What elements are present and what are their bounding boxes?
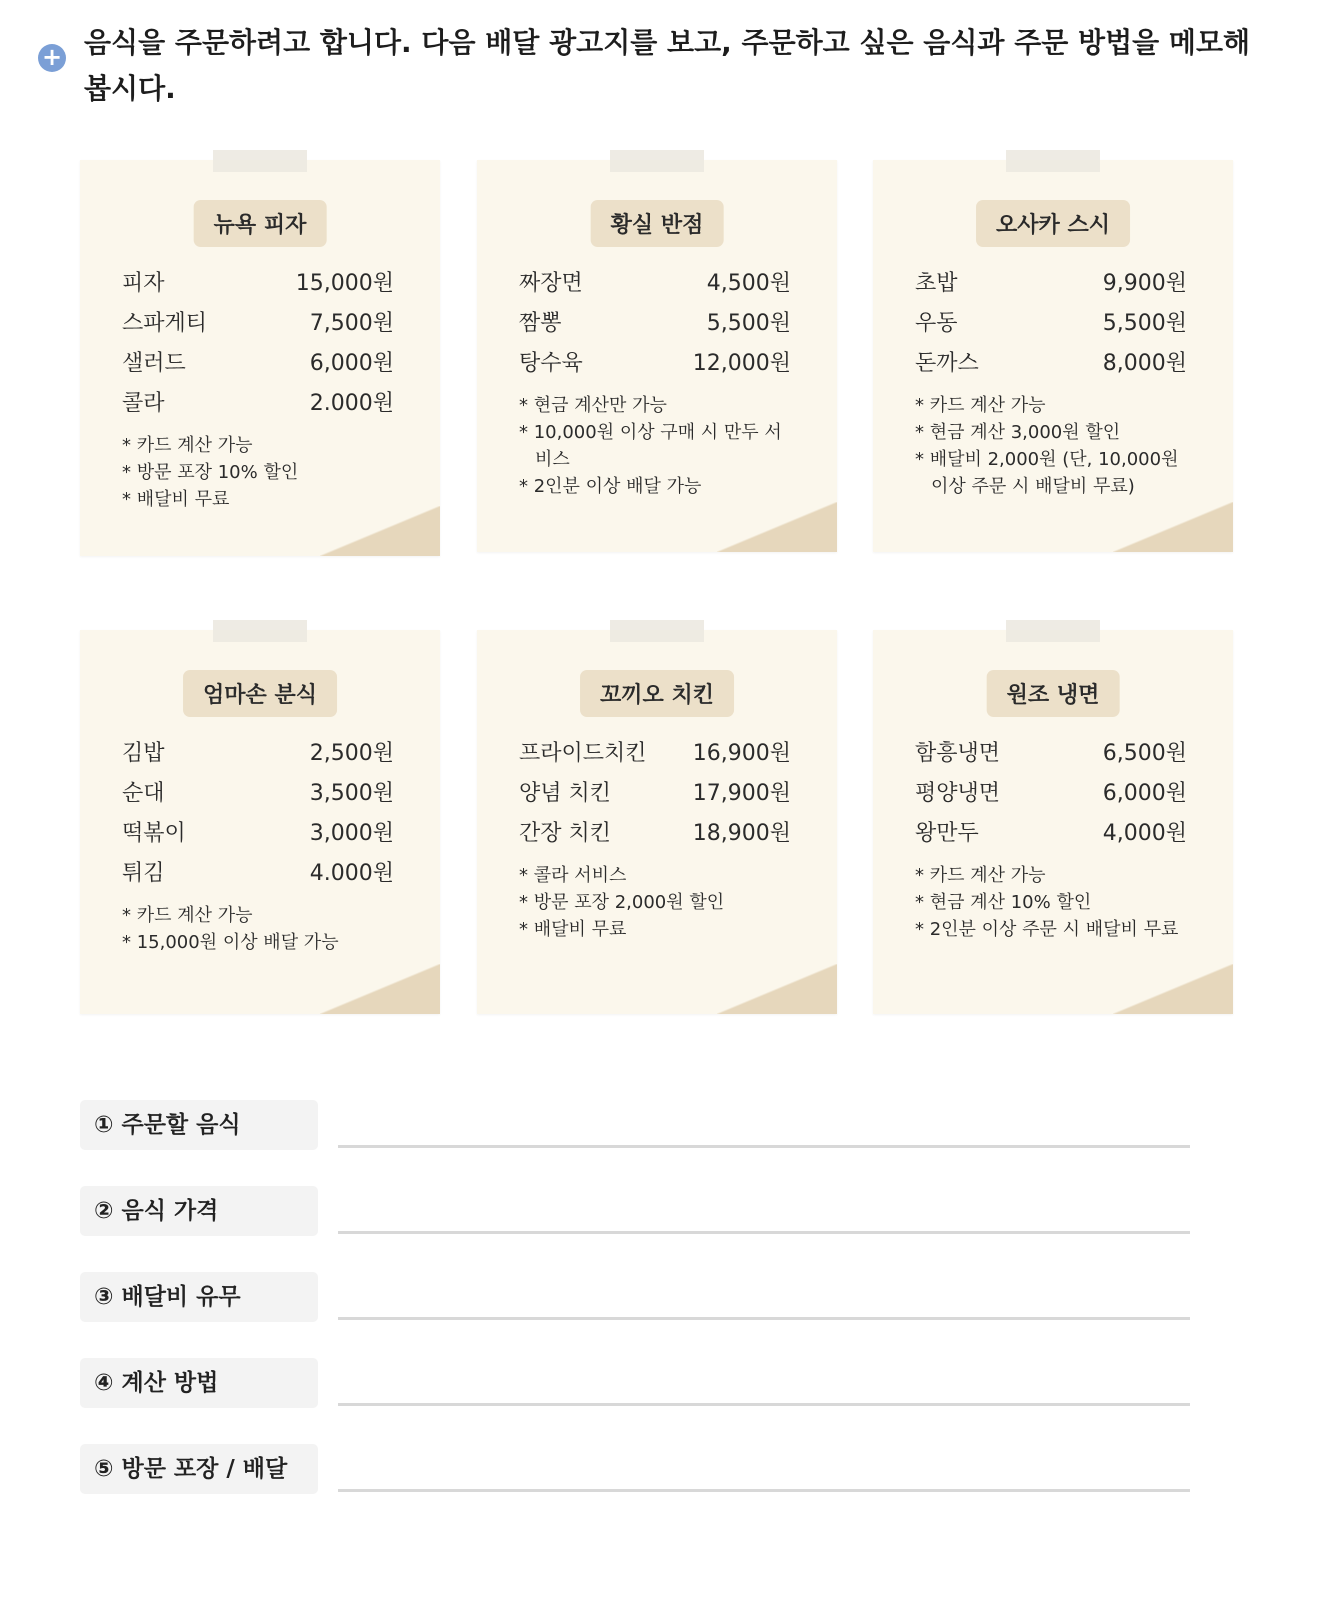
item-name: 스파게티 <box>122 311 208 336</box>
tape <box>213 620 307 642</box>
item-name: 우동 <box>915 311 958 336</box>
item-name: 초밥 <box>915 271 958 296</box>
menu-item <box>122 264 394 304</box>
item-name: 양념 치킨 <box>519 781 612 806</box>
menu-item <box>122 734 394 774</box>
item-name: 돈까스 <box>915 351 979 376</box>
note-line: * 카드 계산 가능 <box>915 865 1046 886</box>
memo-row-pickup-delivery <box>80 1444 1190 1494</box>
menu-list <box>519 734 791 854</box>
memo-row-delivery-fee <box>80 1272 1190 1322</box>
note-line: * 카드 계산 가능 <box>915 395 1046 416</box>
menu-list <box>915 264 1187 384</box>
item-name: 피자 <box>122 271 165 296</box>
note-line: * 2인분 이상 주문 시 배달비 무료 <box>915 919 1179 940</box>
memo-label: ① 주문할 음식 <box>80 1100 318 1150</box>
note-line: * 배달비 무료 <box>519 919 627 940</box>
store-name: 원조 냉면 <box>987 670 1120 717</box>
item-name: 탕수육 <box>519 351 583 376</box>
menu-item <box>915 734 1187 774</box>
store-notes <box>519 862 799 943</box>
note-line: * 현금 계산 10% 할인 <box>915 892 1092 913</box>
note-line: * 카드 계산 가능 <box>122 905 253 926</box>
store-notes <box>122 902 402 956</box>
instruction-text: 음식을 주문하려고 합니다. 다음 배달 광고지를 보고, 주문하고 싶은 음식과 주문 방법을 메모해 봅시다. <box>84 26 1251 105</box>
item-price: 6,500원 <box>1102 741 1187 766</box>
item-price: 3,500원 <box>309 781 394 806</box>
memo-line[interactable] <box>338 1403 1190 1406</box>
item-price: 8,000원 <box>1102 351 1187 376</box>
menu-list <box>122 264 394 424</box>
memo-row-price <box>80 1186 1190 1236</box>
menu-item <box>519 774 791 814</box>
item-price: 16,900원 <box>692 741 791 766</box>
flyer-original-naengmyeon <box>873 630 1233 1014</box>
memo-label: ② 음식 가격 <box>80 1186 318 1236</box>
item-name: 간장 치킨 <box>519 821 612 846</box>
note-line: * 현금 계산만 가능 <box>519 395 667 416</box>
item-name: 짬뽕 <box>519 311 562 336</box>
store-notes <box>122 432 402 513</box>
memo-label: ③ 배달비 유무 <box>80 1272 318 1322</box>
store-name: 꼬끼오 치킨 <box>580 670 734 717</box>
plus-circle-icon: + <box>38 44 66 72</box>
page-fold <box>320 506 440 556</box>
item-price: 6,000원 <box>1102 781 1187 806</box>
page-fold <box>1113 964 1233 1014</box>
item-price: 15,000원 <box>295 271 394 296</box>
item-name: 순대 <box>122 781 165 806</box>
item-price: 9,900원 <box>1102 271 1187 296</box>
page-fold <box>320 964 440 1014</box>
item-price: 7,500원 <box>309 311 394 336</box>
memo-row-food <box>80 1100 1190 1150</box>
note-line: * 현금 계산 3,000원 할인 <box>915 422 1121 443</box>
memo-line[interactable] <box>338 1489 1190 1492</box>
page-fold <box>717 964 837 1014</box>
flyer-new-york-pizza <box>80 160 440 556</box>
note-line: * 카드 계산 가능 <box>122 435 253 456</box>
menu-list <box>519 264 791 384</box>
memo-line[interactable] <box>338 1145 1190 1148</box>
menu-item <box>915 264 1187 304</box>
menu-item <box>915 304 1187 344</box>
store-name: 엄마손 분식 <box>183 670 337 717</box>
note-line: * 콜라 서비스 <box>519 865 627 886</box>
item-price: 18,900원 <box>692 821 791 846</box>
item-price: 4,500원 <box>706 271 791 296</box>
note-line: * 2인분 이상 배달 가능 <box>519 476 702 497</box>
store-name: 오사카 스시 <box>976 200 1130 247</box>
page-fold <box>1113 502 1233 552</box>
note-line: * 방문 포장 10% 할인 <box>122 462 299 483</box>
menu-item <box>519 734 791 774</box>
tape <box>1006 620 1100 642</box>
tape <box>610 620 704 642</box>
item-name: 프라이드치킨 <box>519 741 647 766</box>
item-name: 콜라 <box>122 391 165 416</box>
item-price: 6,000원 <box>309 351 394 376</box>
note-line: * 배달비 무료 <box>122 489 230 510</box>
menu-item <box>519 304 791 344</box>
store-name: 황실 반점 <box>591 200 724 247</box>
item-name: 떡볶이 <box>122 821 186 846</box>
menu-item <box>519 264 791 304</box>
memo-label: ④ 계산 방법 <box>80 1358 318 1408</box>
note-line: * 15,000원 이상 배달 가능 <box>122 932 339 953</box>
item-name: 왕만두 <box>915 821 979 846</box>
menu-item <box>122 774 394 814</box>
flyer-royal-chinese <box>477 160 837 552</box>
menu-item <box>519 344 791 384</box>
menu-list <box>122 734 394 894</box>
menu-item <box>915 344 1187 384</box>
note-line: * 방문 포장 2,000원 할인 <box>519 892 725 913</box>
store-notes <box>519 392 799 500</box>
item-price: 5,500원 <box>1102 311 1187 336</box>
item-name: 평양냉면 <box>915 781 1001 806</box>
memo-line[interactable] <box>338 1317 1190 1320</box>
item-name: 튀김 <box>122 861 165 886</box>
note-line: * 10,000원 이상 구매 시 만두 서비스 <box>519 422 782 470</box>
item-name: 김밥 <box>122 741 165 766</box>
page-fold <box>717 502 837 552</box>
flyer-osaka-sushi <box>873 160 1233 552</box>
item-name: 함흥냉면 <box>915 741 1001 766</box>
tape <box>610 150 704 172</box>
item-price: 2,500원 <box>309 741 394 766</box>
menu-item <box>122 814 394 854</box>
item-price: 2.000원 <box>309 391 394 416</box>
item-name: 샐러드 <box>122 351 186 376</box>
menu-item <box>519 814 791 854</box>
item-price: 12,000원 <box>692 351 791 376</box>
flyer-mom-snack <box>80 630 440 1014</box>
menu-item <box>915 814 1187 854</box>
menu-list <box>915 734 1187 854</box>
memo-line[interactable] <box>338 1231 1190 1234</box>
item-price: 4.000원 <box>309 861 394 886</box>
item-price: 5,500원 <box>706 311 791 336</box>
item-price: 4,000원 <box>1102 821 1187 846</box>
tape <box>213 150 307 172</box>
item-price: 3,000원 <box>309 821 394 846</box>
tape <box>1006 150 1100 172</box>
menu-item <box>122 384 394 424</box>
flyer-kkokkio-chicken <box>477 630 837 1014</box>
memo-label: ⑤ 방문 포장 / 배달 <box>80 1444 318 1494</box>
item-name: 짜장면 <box>519 271 583 296</box>
store-notes <box>915 862 1205 943</box>
menu-item <box>122 304 394 344</box>
note-line: * 배달비 2,000원 (단, 10,000원 이상 주문 시 배달비 무료) <box>915 449 1179 497</box>
memo-row-payment <box>80 1358 1190 1408</box>
item-price: 17,900원 <box>692 781 791 806</box>
menu-item <box>122 854 394 894</box>
store-notes <box>915 392 1195 500</box>
menu-item <box>915 774 1187 814</box>
store-name: 뉴욕 피자 <box>194 200 327 247</box>
menu-item <box>122 344 394 384</box>
